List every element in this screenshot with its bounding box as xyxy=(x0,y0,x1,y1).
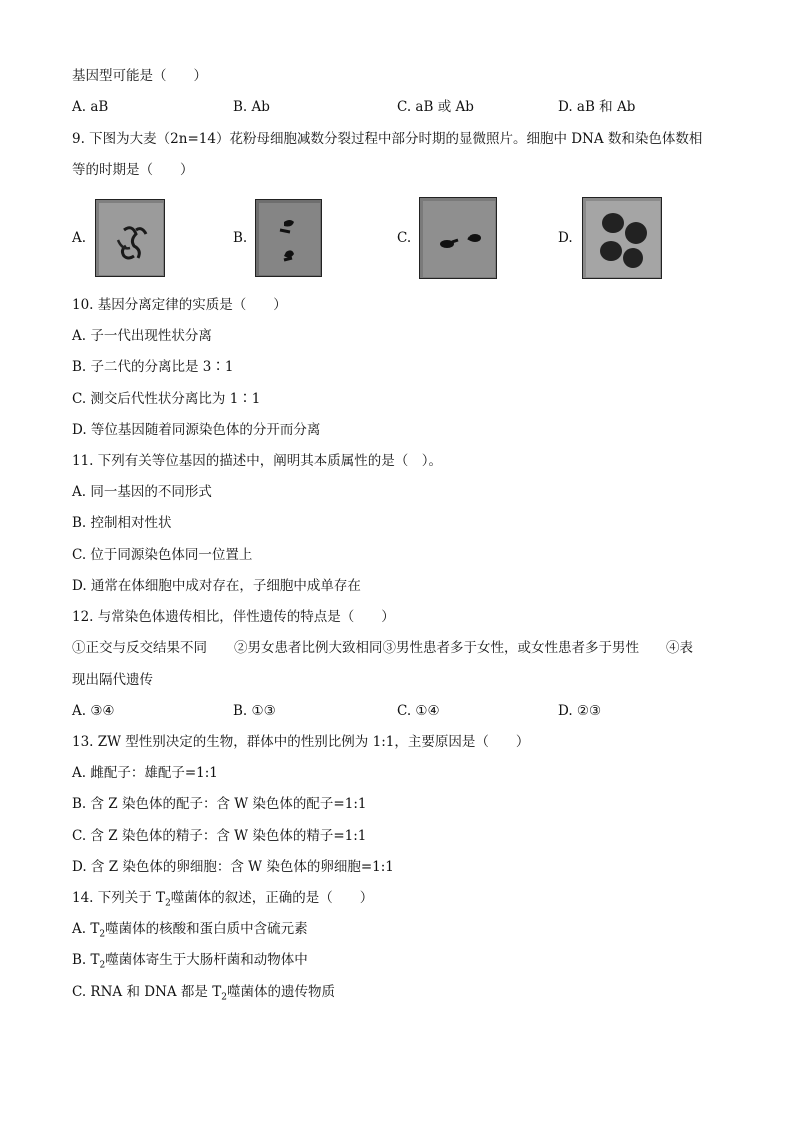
q10-option-d: D. 等位基因随着同源染色体的分开而分离 xyxy=(72,422,321,438)
micrograph-d-image xyxy=(582,197,662,279)
q9-label-c: C. xyxy=(397,230,412,246)
q11-option-d: D. 通常在体细胞中成对存在，子细胞中成单存在 xyxy=(72,578,361,594)
q13-option-c: C. 含 Z 染色体的精子：含 W 染色体的精子=1:1 xyxy=(72,828,367,844)
q14-stem: 14. 下列关于 $T_2$噬菌体的叙述，正确的是（ ） xyxy=(72,890,374,909)
q11-option-c: C. 位于同源染色体同一位置上 xyxy=(72,547,253,563)
q14-option-a: A. $T_2$噬菌体的核酸和蛋白质中含硫元素 xyxy=(72,921,308,940)
q13-option-d: D. 含 Z 染色体的卵细胞：含 W 染色体的卵细胞=1:1 xyxy=(72,859,394,875)
q9-label-b: B. xyxy=(233,230,248,246)
q10-option-b: B. 子二代的分离比是 3∶1 xyxy=(72,359,234,375)
micrograph-a-image xyxy=(95,199,165,277)
q11-stem: 11. 下列有关等位基因的描述中，阐明其本质属性的是（ ）。 xyxy=(72,453,443,469)
q9-label-a: A. xyxy=(72,230,87,246)
q13-option-a: A. 雌配子：雄配子=1:1 xyxy=(72,765,218,781)
q13-option-b: B. 含 Z 染色体的配子：含 W 染色体的配子=1:1 xyxy=(72,796,367,812)
q12-items-line2: 现出隔代遗传 xyxy=(72,672,153,688)
q8-stem-tail: 基因型可能是（ ） xyxy=(72,68,207,84)
q12-option-a: A. ③④ xyxy=(72,703,115,719)
q8-option-b: B. Ab xyxy=(233,99,270,115)
q8-option-a: A. aB xyxy=(72,99,109,115)
q10-option-c: C. 测交后代性状分离比为 1∶1 xyxy=(72,391,261,407)
q8-option-d: D. aB 和 Ab xyxy=(558,99,636,115)
q14-option-c: C. RNA 和 DNA 都是 $T_2$噬菌体的遗传物质 xyxy=(72,984,335,1003)
q10-option-a: A. 子一代出现性状分离 xyxy=(72,328,212,344)
q9-stem-line1: 9. 下图为大麦（2n=14）花粉母细胞减数分裂过程中部分时期的显微照片。细胞中 DNA 数和染色体数相 xyxy=(72,131,703,147)
micrograph-c-image xyxy=(419,197,497,279)
q12-option-b: B. ①③ xyxy=(233,703,276,719)
q14-option-b: B. $T_2$噬菌体寄生于大肠杆菌和动物体中 xyxy=(72,952,308,971)
q12-option-d: D. ②③ xyxy=(558,703,602,719)
q11-option-a: A. 同一基因的不同形式 xyxy=(72,484,212,500)
q13-stem: 13. ZW 型性别决定的生物，群体中的性别比例为 1:1，主要原因是（ ） xyxy=(72,734,530,750)
q12-stem: 12. 与常染色体遗传相比，伴性遗传的特点是（ ） xyxy=(72,609,395,625)
q9-label-d: D. xyxy=(558,230,573,246)
q9-stem-line2: 等的时期是（ ） xyxy=(72,162,194,178)
q12-option-c: C. ①④ xyxy=(397,703,440,719)
q10-stem: 10. 基因分离定律的实质是（ ） xyxy=(72,297,287,313)
q11-option-b: B. 控制相对性状 xyxy=(72,515,172,531)
q12-items-line1: ①正交与反交结果不同 ②男女患者比例大致相同③男性患者多于女性，或女性患者多于男性 ④表 xyxy=(72,640,693,656)
micrograph-b-image xyxy=(255,199,322,277)
q8-option-c: C. aB 或 Ab xyxy=(397,99,474,115)
